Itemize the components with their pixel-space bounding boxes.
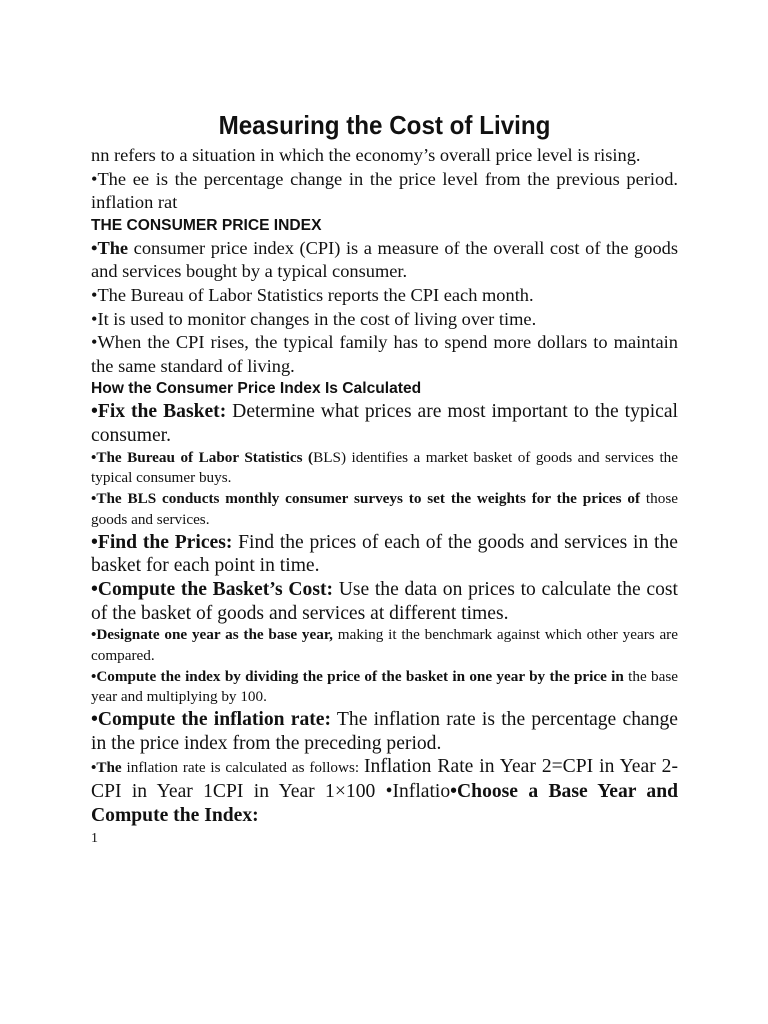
bls-surveys-text: those goods and services.: [91, 490, 678, 528]
compute-index: [91, 667, 678, 709]
base-year-text: making it the benchmark against which other years are compared.: [91, 626, 678, 664]
fix-basket: [91, 400, 678, 447]
intro-paragraph-1: nn refers to a situation in which the economy’s overall price level is rising.: [91, 145, 641, 165]
find-prices-bold: •Find the Prices:: [91, 531, 233, 553]
bls-basket-text: BLS) identifies a market basket of goods and services the typical consumer buys.: [91, 448, 679, 487]
cpi-definition: [91, 237, 678, 284]
compute-inflation-rate-text: The inflation rate is the percentage change in the price index from the preceding period.: [91, 709, 678, 754]
fix-basket-text: Determine what prices are most important to the typical consumer.: [91, 401, 678, 446]
cpi-definition-bold: •The: [91, 237, 129, 258]
cpi-rises: •When the CPI rises, the typical family has to spend more dollars to maintain the same standard of living.: [91, 332, 678, 376]
section-heading-cpi: THE CONSUMER PRICE INDEX: [91, 216, 322, 234]
cpi-monitor: •It is used to monitor changes in the cost of living over time.: [91, 308, 537, 329]
find-prices-text: Find the prices of each of the goods and services in the basket for each point in time.: [91, 531, 678, 577]
compute-inflation-rate-bold: •Compute the inflation rate:: [91, 709, 332, 731]
bls-basket: [91, 448, 678, 490]
base-year-bold: •Designate one year as the base year,: [91, 626, 333, 644]
compute-basket-cost-bold: •Compute the Basket’s Cost:: [91, 578, 333, 600]
document-page: [91, 108, 678, 849]
bls-surveys: [91, 489, 678, 531]
cpi-bls-reports: •The Bureau of Labor Statistics reports the CPI each month.: [91, 284, 534, 305]
cpi-definition-text: consumer price index (CPI) is a measure of the overall cost of the goods and services bought by a typical consumer.: [91, 237, 678, 282]
page-title: Measuring the Cost of Living: [218, 110, 551, 140]
compute-basket-cost: [91, 578, 678, 625]
inflation-formula-intro: inflation rate is calculated as follows:: [121, 759, 364, 777]
compute-index-text: the base year and multiplying by 100.: [91, 667, 678, 706]
inflation-formula: [91, 755, 678, 827]
compute-index-bold: •Compute the index by dividing the price of the basket in one year by the price in: [91, 667, 624, 685]
find-prices: [91, 531, 678, 578]
bls-surveys-bold: •The BLS conducts monthly consumer surveys to set the weights for the prices of: [91, 490, 641, 508]
compute-basket-cost-text: Use the data on prices to calculate the cost of the basket of goods and services at different times.: [91, 578, 678, 624]
choose-base-year-bold: •Choose a Base Year and Compute the Index:: [91, 781, 679, 826]
inflation-formula-bold: •The: [91, 759, 122, 777]
section-heading-calculation: How the Consumer Price Index Is Calculated: [91, 380, 422, 398]
page-number: 1: [91, 831, 98, 847]
fix-basket-bold: •Fix the Basket:: [91, 401, 227, 423]
base-year: [91, 625, 678, 667]
intro-paragraph-2: •The ee is the percentage change in the price level from the previous period. inflation rat: [91, 168, 678, 213]
compute-inflation-rate: [91, 708, 678, 755]
inflation-formula-expression: Inflation Rate in Year 2=CPI in Year 2-CPI in Year 1CPI in Year 1×100 •Inflatio: [91, 756, 678, 803]
bls-basket-bold: •The Bureau of Labor Statistics (: [91, 448, 314, 466]
